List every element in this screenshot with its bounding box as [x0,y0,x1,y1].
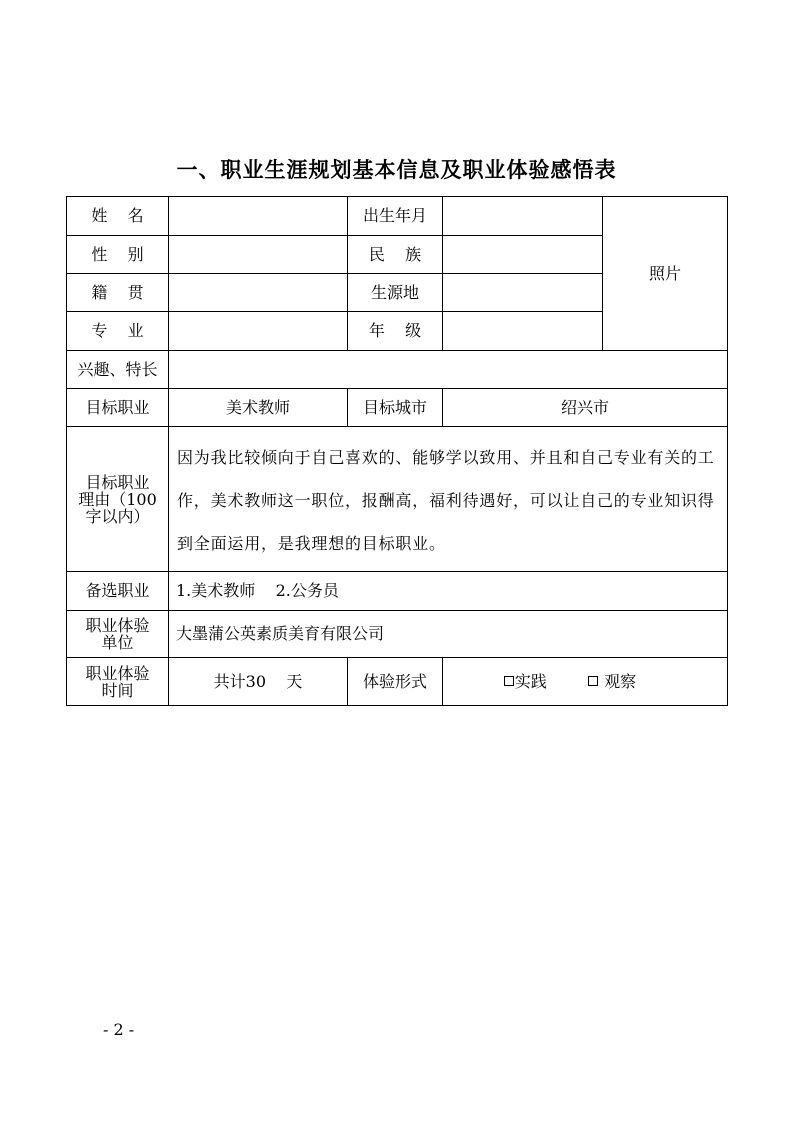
field-source-place[interactable] [443,274,603,312]
label-time [67,658,169,706]
page-number: - 2 - [103,1020,135,1039]
label-unit [67,611,169,658]
field-major[interactable] [169,312,348,351]
label-time-line1: 职业体验 [85,663,150,683]
label-major: 专 业 [67,312,169,351]
field-birth[interactable] [443,197,603,236]
field-target-city[interactable]: 绍兴市 [443,389,728,427]
label-reason [67,427,169,572]
field-reason[interactable]: 因为我比较倾向于自己喜欢的、能够学以致用、并且和自己专业有关的工作，美术教师这一职位，报酬高，福利待遇好，可以让自己的专业知识得到全面运用，是我理想的目标职业。 [169,427,728,572]
label-unit-line1: 职业体验 [85,616,150,635]
field-days[interactable]: 共计30 天 [169,658,348,706]
label-name: 姓 名 [67,197,169,236]
form-title: 一、职业生涯规划基本信息及职业体验感悟表 [176,158,617,182]
label-source-place: 生源地 [348,274,443,312]
label-reason-line2: 理由（100 [78,489,157,509]
field-target-job[interactable]: 美术教师 [169,389,348,427]
label-unit-line2: 单位 [101,633,134,652]
field-unit[interactable]: 大墨蒲公英素质美育有限公司 [169,611,728,658]
field-grade[interactable] [443,312,603,351]
field-ethnicity[interactable] [443,236,603,274]
checkbox-icon [504,676,514,686]
label-birth: 出生年月 [348,197,443,236]
field-form-type [443,658,728,706]
checkbox-practice[interactable]: 实践 [504,672,552,691]
field-hobbies[interactable] [169,351,728,389]
label-ethnicity: 民 族 [348,236,443,274]
label-target-city: 目标城市 [348,389,443,427]
label-reason-line1: 目标职业 [85,472,150,492]
label-target-job: 目标职业 [67,389,169,427]
label-grade: 年 级 [348,312,443,351]
label-gender: 性 别 [67,236,169,274]
label-hobbies: 兴趣、特长 [67,351,169,389]
label-reason-line3: 字以内） [85,506,150,526]
label-origin: 籍 贯 [67,274,169,312]
field-alt-jobs[interactable]: 1.美术教师 2.公务员 [169,572,728,611]
label-time-line2: 时间 [101,680,134,700]
photo-cell[interactable]: 照片 [603,197,728,351]
label-form-type: 体验形式 [348,658,443,706]
info-form-table [66,196,728,706]
checkbox-icon [588,676,598,686]
label-alt-job: 备选职业 [67,572,169,611]
field-origin[interactable] [169,274,348,312]
field-gender[interactable] [169,236,348,274]
field-name[interactable] [169,197,348,236]
checkbox-observe[interactable]: 观察 [588,672,636,691]
